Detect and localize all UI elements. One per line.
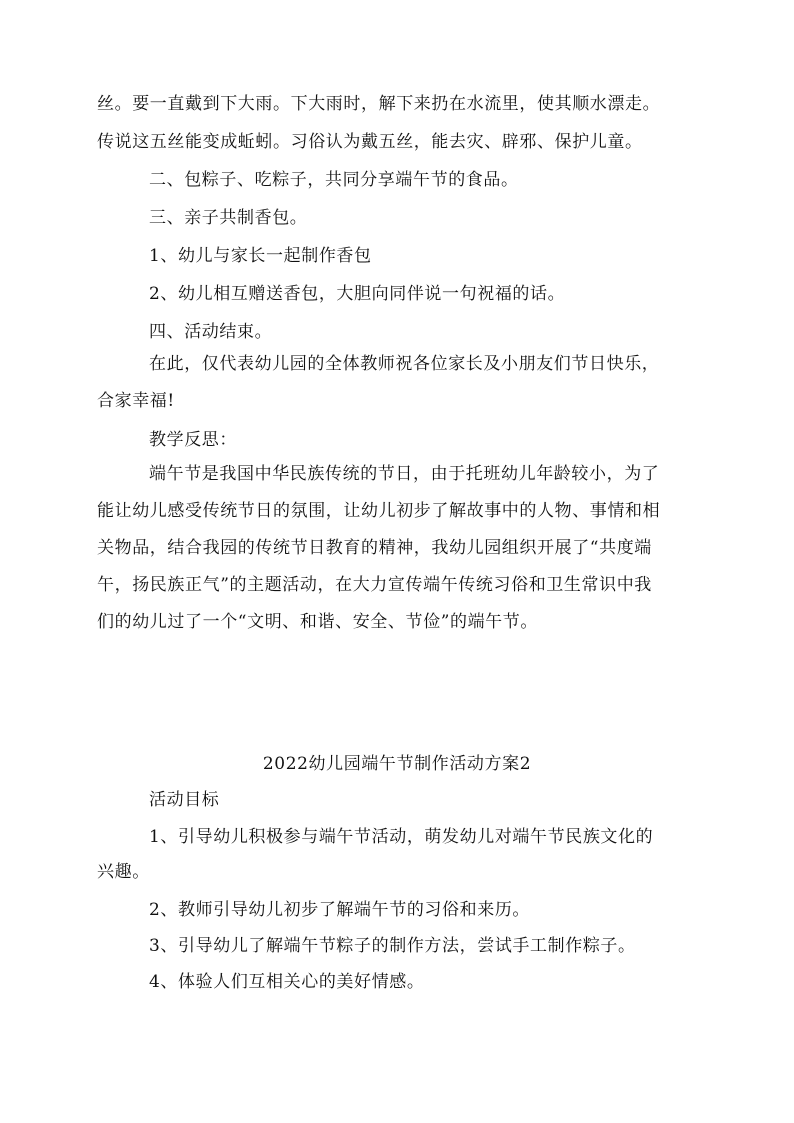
paragraph-line: 丝。要一直戴到下大雨。下大雨时，解下来扔在水流里，使其顺水漂走。: [97, 94, 661, 114]
list-item: 4、体验人们互相关心的美好情感。: [149, 972, 425, 992]
list-item: 1、引导幼儿积极参与端午节活动，萌发幼儿对端午节民族文化的: [149, 827, 654, 847]
paragraph-line: 合家幸福!: [97, 391, 175, 411]
list-item: 二、包粽子、吃粽子，共同分享端午节的食品。: [149, 170, 519, 190]
paragraph-line: 关物品，结合我园的传统节日教育的精神，我幼儿园组织开展了“共度端: [97, 538, 652, 558]
paragraph-line: 兴趣。: [97, 862, 150, 882]
paragraph-line: 午，扬民族正气”的主题活动，在大力宣传端午传统习俗和卫生常识中我: [97, 575, 652, 595]
list-item: 2、幼儿相互赠送香包，大胆向同伴说一句祝福的话。: [149, 284, 566, 304]
list-item: 2、教师引导幼儿初步了解端午节的习俗和来历。: [149, 900, 531, 920]
paragraph-line: 能让幼儿感受传统节日的氛围，让幼儿初步了解故事中的人物、事情和相: [97, 501, 661, 521]
paragraph-line: 传说这五丝能变成蚯蚓。习俗认为戴五丝，能去灾、辟邪、保护儿童。: [97, 132, 643, 152]
paragraph-line: 在此，仅代表幼儿园的全体教师祝各位家长及小朋友们节日快乐，: [149, 354, 660, 374]
section-heading: 教学反思：: [149, 430, 237, 450]
paragraph-line: 端午节是我国中华民族传统的节日，由于托班幼儿年龄较小，为了: [149, 464, 660, 484]
list-item: 三、亲子共制香包。: [149, 208, 308, 228]
list-item: 1、幼儿与家长一起制作香包: [149, 246, 372, 266]
paragraph-line: 们的幼儿过了一个“文明、和谐、安全、节俭”的端午节。: [97, 612, 538, 632]
list-item: 3、引导幼儿了解端午节粽子的制作方法，尝试手工制作粽子。: [149, 936, 636, 956]
list-item: 四、活动结束。: [149, 322, 273, 342]
section-heading: 活动目标: [149, 790, 220, 810]
section-title: 2022幼儿园端午节制作活动方案2: [262, 754, 532, 774]
